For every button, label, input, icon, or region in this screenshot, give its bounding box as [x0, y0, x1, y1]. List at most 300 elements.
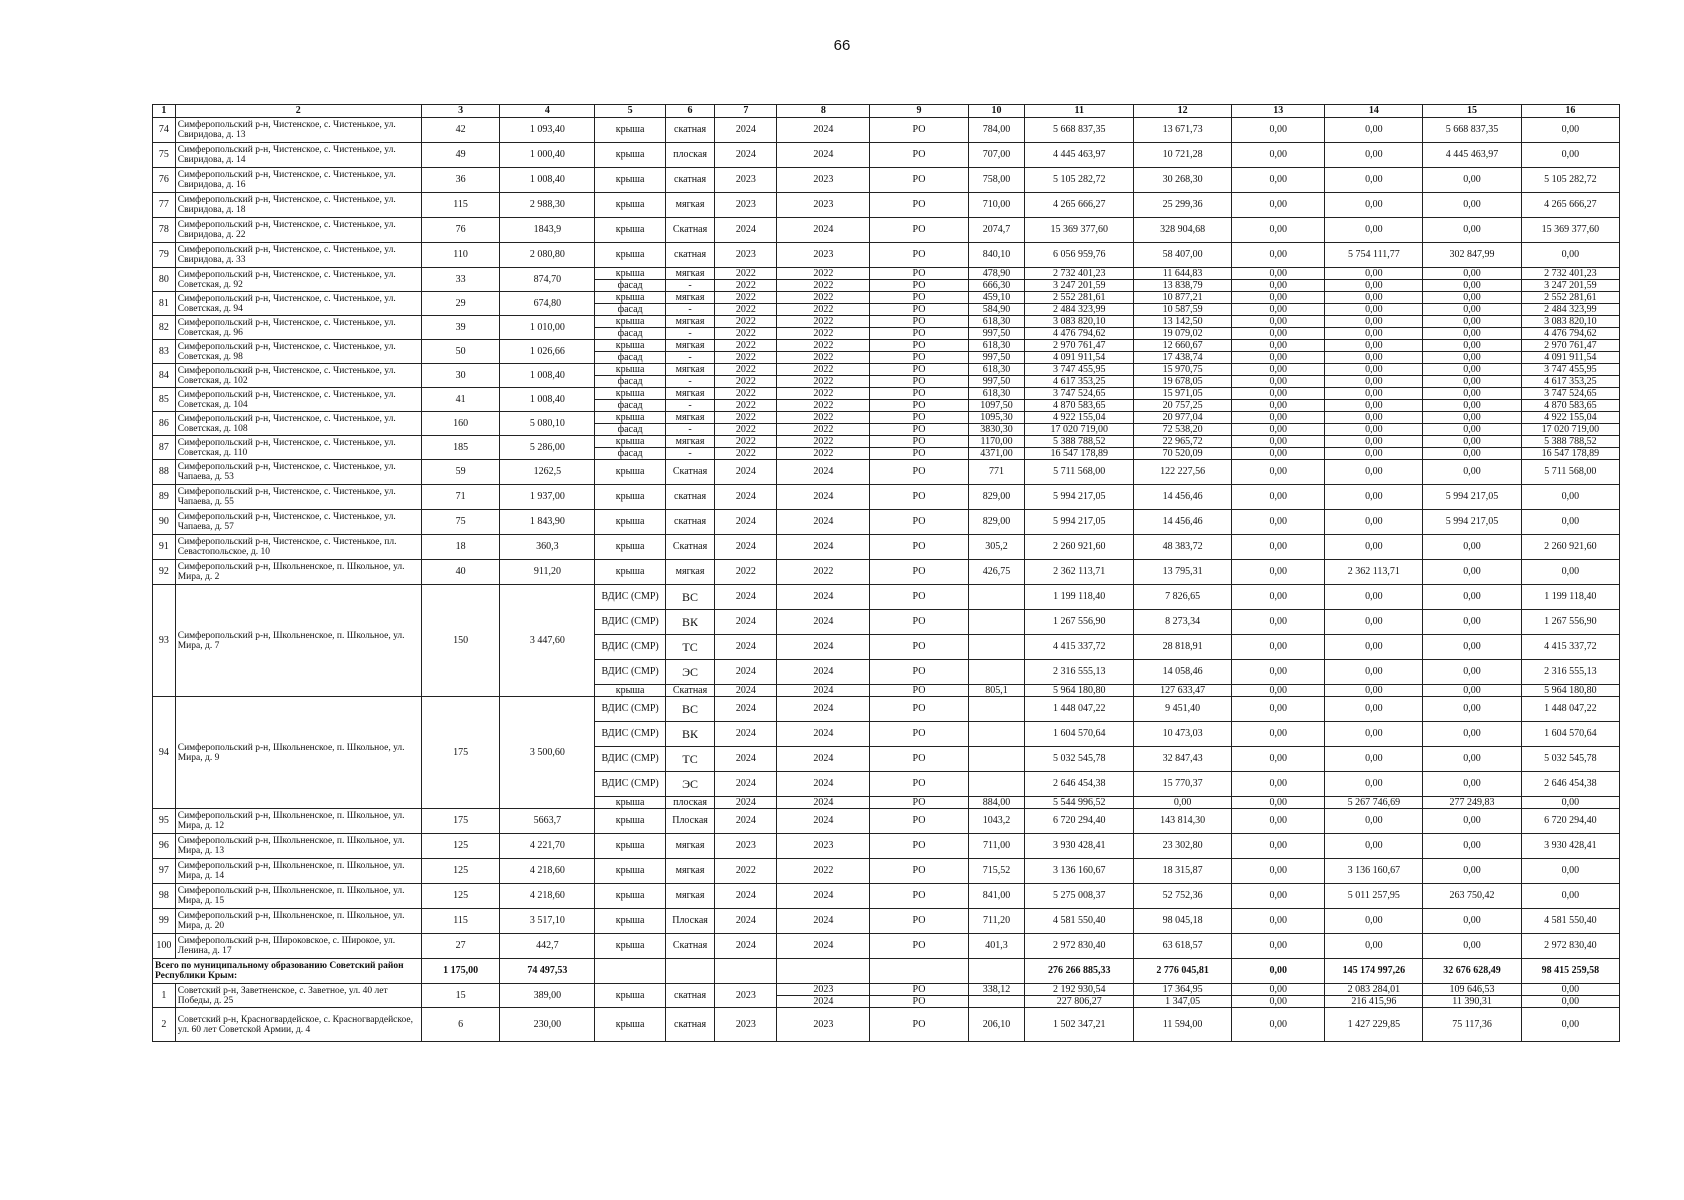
value-cell-c16: 0,00	[1521, 485, 1619, 510]
value-cell-c10: 711,20	[968, 909, 1025, 934]
area-cell: 360,3	[500, 535, 595, 560]
table-row	[153, 340, 1620, 352]
value-cell-c8: 2022	[777, 364, 870, 376]
value-cell-c9: РО	[870, 585, 968, 610]
value-cell-c12: 30 268,30	[1134, 168, 1232, 193]
residents-cell: 175	[421, 809, 500, 834]
area-cell: 230,00	[500, 1008, 595, 1042]
value-cell-c10: 997,50	[968, 352, 1025, 364]
value-cell-c13: 0,00	[1232, 352, 1325, 364]
work-type-cell: крыша	[595, 1008, 665, 1042]
value-cell-c10: 459,10	[968, 292, 1025, 304]
value-cell-c15: 0,00	[1423, 934, 1521, 959]
table-row	[153, 460, 1620, 485]
work-subtype-cell: мягкая	[665, 292, 715, 304]
value-cell-c13: 0,00	[1232, 722, 1325, 747]
value-cell-c12: 7 826,65	[1134, 585, 1232, 610]
value-cell-c15: 0,00	[1423, 218, 1521, 243]
value-cell-c16: 2 646 454,38	[1521, 772, 1619, 797]
row-number-cell: 99	[153, 909, 176, 934]
table-row	[153, 268, 1620, 280]
work-type-cell: ВДИС (СМР)	[595, 722, 665, 747]
value-cell-c9: РО	[870, 984, 968, 996]
value-cell-c8: 2022	[777, 292, 870, 304]
value-cell-c14: 216 415,96	[1325, 996, 1423, 1008]
value-cell-c11: 1 502 347,21	[1025, 1008, 1134, 1042]
value-cell-c16: 5 388 788,52	[1521, 436, 1619, 448]
work-type-cell: крыша	[595, 809, 665, 834]
value-cell-c13: 0,00	[1232, 316, 1325, 328]
work-type-cell: ВДИС (СМР)	[595, 660, 665, 685]
work-type-cell: крыша	[595, 118, 665, 143]
area-cell: 674,80	[500, 292, 595, 316]
value-cell-c12: 19 678,05	[1134, 376, 1232, 388]
value-cell-c13: 0,00	[1232, 412, 1325, 424]
residents-cell: 115	[421, 909, 500, 934]
work-subtype-cell: -	[665, 280, 715, 292]
value-cell-c7: 2024	[715, 143, 777, 168]
row-number-cell: 85	[153, 388, 176, 412]
value-cell-c15: 0,00	[1423, 316, 1521, 328]
value-cell-c7: 2024	[715, 535, 777, 560]
value-cell-c15: 0,00	[1423, 412, 1521, 424]
value-cell-c7: 2024	[715, 660, 777, 685]
total-value-c12: 2 776 045,81	[1134, 959, 1232, 984]
residents-cell: 75	[421, 510, 500, 535]
residents-cell: 175	[421, 697, 500, 809]
value-cell-c13: 0,00	[1232, 400, 1325, 412]
address-cell: Симферопольский р-н, Чистенское, с. Чистенькое, ул. Советская, д. 108	[175, 412, 421, 436]
address-cell: Советский р-н, Заветненское, с. Заветное, ул. 40 лет Победы, д. 25	[175, 984, 421, 1008]
value-cell-c12: 13 838,79	[1134, 280, 1232, 292]
address-cell: Симферопольский р-н, Школьненское, п. Школьное, ул. Мира, д. 12	[175, 809, 421, 834]
value-cell-c10: 401,3	[968, 934, 1025, 959]
value-cell-c16: 3 747 524,65	[1521, 388, 1619, 400]
page-number: 66	[833, 37, 851, 54]
column-number-cell: 1	[153, 105, 176, 118]
value-cell-c14: 0,00	[1325, 424, 1423, 436]
value-cell-c10: 841,00	[968, 884, 1025, 909]
value-cell-c16: 5 964 180,80	[1521, 685, 1619, 697]
value-cell-c16: 0,00	[1521, 1008, 1619, 1042]
value-cell-c10: 618,30	[968, 340, 1025, 352]
value-cell-c13: 0,00	[1232, 292, 1325, 304]
work-subtype-cell: Плоская	[665, 909, 715, 934]
empty-cell	[870, 959, 968, 984]
value-cell-c16: 5 105 282,72	[1521, 168, 1619, 193]
work-type-cell: крыша	[595, 510, 665, 535]
value-cell-c10: 710,00	[968, 193, 1025, 218]
area-cell: 874,70	[500, 268, 595, 292]
value-cell-c16: 0,00	[1521, 797, 1619, 809]
address-cell: Симферопольский р-н, Чистенское, с. Чистенькое, ул. Советская, д. 92	[175, 268, 421, 292]
value-cell-c7: 2024	[715, 909, 777, 934]
value-cell-c13: 0,00	[1232, 328, 1325, 340]
value-cell-c9: РО	[870, 797, 968, 809]
value-cell-c10	[968, 747, 1025, 772]
residents-cell: 110	[421, 243, 500, 268]
work-subtype-cell: ВС	[665, 585, 715, 610]
value-cell-c11: 2 484 323,99	[1025, 304, 1134, 316]
value-cell-c10: 707,00	[968, 143, 1025, 168]
column-number-cell: 13	[1232, 105, 1325, 118]
value-cell-c9: РО	[870, 934, 968, 959]
value-cell-c11: 5 964 180,80	[1025, 685, 1134, 697]
value-cell-c8: 2024	[777, 660, 870, 685]
work-type-cell: крыша	[595, 859, 665, 884]
value-cell-c11: 3 136 160,67	[1025, 859, 1134, 884]
value-cell-c8: 2024	[777, 460, 870, 485]
area-cell: 1262,5	[500, 460, 595, 485]
row-number-cell: 89	[153, 485, 176, 510]
table-row	[153, 560, 1620, 585]
value-cell-c9: РО	[870, 340, 968, 352]
value-cell-c8: 2022	[777, 412, 870, 424]
work-type-cell: крыша	[595, 316, 665, 328]
work-type-cell: ВДИС (СМР)	[595, 772, 665, 797]
value-cell-c11: 15 369 377,60	[1025, 218, 1134, 243]
value-cell-c11: 2 260 921,60	[1025, 535, 1134, 560]
value-cell-c13: 0,00	[1232, 376, 1325, 388]
value-cell-c15: 0,00	[1423, 834, 1521, 859]
value-cell-c14: 0,00	[1325, 722, 1423, 747]
value-cell-c7: 2024	[715, 934, 777, 959]
value-cell-c15: 0,00	[1423, 809, 1521, 834]
column-number-cell: 3	[421, 105, 500, 118]
work-subtype-cell: ВК	[665, 722, 715, 747]
value-cell-c9: РО	[870, 884, 968, 909]
value-cell-c9: РО	[870, 436, 968, 448]
value-cell-c7: 2022	[715, 280, 777, 292]
value-cell-c7: 2024	[715, 585, 777, 610]
empty-cell	[595, 959, 665, 984]
value-cell-c16: 1 199 118,40	[1521, 585, 1619, 610]
residents-cell: 115	[421, 193, 500, 218]
work-subtype-cell: -	[665, 328, 715, 340]
table-row	[153, 697, 1620, 722]
area-cell: 1 026,66	[500, 340, 595, 364]
value-cell-c12: 13 795,31	[1134, 560, 1232, 585]
residents-cell: 160	[421, 412, 500, 436]
residents-cell: 125	[421, 834, 500, 859]
value-cell-c11: 3 083 820,10	[1025, 316, 1134, 328]
work-type-cell: крыша	[595, 685, 665, 697]
value-cell-c8: 2024	[777, 722, 870, 747]
table-row	[153, 436, 1620, 448]
value-cell-c9: РО	[870, 1008, 968, 1042]
value-cell-c8: 2022	[777, 436, 870, 448]
area-cell: 4 218,60	[500, 884, 595, 909]
work-type-cell: ВДИС (СМР)	[595, 747, 665, 772]
value-cell-c7: 2022	[715, 560, 777, 585]
value-cell-c15: 277 249,83	[1423, 797, 1521, 809]
value-cell-c11: 2 732 401,23	[1025, 268, 1134, 280]
work-type-cell: крыша	[595, 797, 665, 809]
value-cell-c10: 1097,50	[968, 400, 1025, 412]
work-type-cell: крыша	[595, 218, 665, 243]
value-cell-c9: РО	[870, 268, 968, 280]
value-cell-c8: 2022	[777, 328, 870, 340]
residents-cell: 33	[421, 268, 500, 292]
value-cell-c13: 0,00	[1232, 797, 1325, 809]
value-cell-c7: 2023	[715, 1008, 777, 1042]
work-type-cell: крыша	[595, 436, 665, 448]
value-cell-c7: 2024	[715, 218, 777, 243]
value-cell-c11: 2 970 761,47	[1025, 340, 1134, 352]
value-cell-c9: РО	[870, 424, 968, 436]
value-cell-c11: 16 547 178,89	[1025, 448, 1134, 460]
value-cell-c10: 4371,00	[968, 448, 1025, 460]
row-number-cell: 82	[153, 316, 176, 340]
value-cell-c16: 0,00	[1521, 984, 1619, 996]
value-cell-c14: 0,00	[1325, 510, 1423, 535]
value-cell-c10: 771	[968, 460, 1025, 485]
value-cell-c7: 2022	[715, 412, 777, 424]
value-cell-c15: 0,00	[1423, 685, 1521, 697]
value-cell-c12: 72 538,20	[1134, 424, 1232, 436]
value-cell-c13: 0,00	[1232, 747, 1325, 772]
column-number-cell: 10	[968, 105, 1025, 118]
value-cell-c14: 0,00	[1325, 340, 1423, 352]
value-cell-c12: 13 142,50	[1134, 316, 1232, 328]
total-value-c14: 145 174 997,26	[1325, 959, 1423, 984]
row-number-cell: 77	[153, 193, 176, 218]
value-cell-c13: 0,00	[1232, 118, 1325, 143]
total-value-c13: 0,00	[1232, 959, 1325, 984]
value-cell-c10	[968, 610, 1025, 635]
work-subtype-cell: ВС	[665, 697, 715, 722]
value-cell-c12: 127 633,47	[1134, 685, 1232, 697]
value-cell-c15: 0,00	[1423, 660, 1521, 685]
work-type-cell: ВДИС (СМР)	[595, 585, 665, 610]
value-cell-c11: 4 617 353,25	[1025, 376, 1134, 388]
value-cell-c9: РО	[870, 560, 968, 585]
value-cell-c7: 2022	[715, 268, 777, 280]
value-cell-c8: 2024	[777, 747, 870, 772]
work-subtype-cell: -	[665, 376, 715, 388]
value-cell-c11: 5 388 788,52	[1025, 436, 1134, 448]
residents-cell: 27	[421, 934, 500, 959]
row-number-cell: 86	[153, 412, 176, 436]
value-cell-c13: 0,00	[1232, 436, 1325, 448]
value-cell-c16: 5 032 545,78	[1521, 747, 1619, 772]
residents-cell: 185	[421, 436, 500, 460]
work-type-cell: крыша	[595, 560, 665, 585]
value-cell-c14: 0,00	[1325, 376, 1423, 388]
column-number-cell: 5	[595, 105, 665, 118]
work-subtype-cell: скатная	[665, 118, 715, 143]
column-number-cell: 14	[1325, 105, 1423, 118]
value-cell-c14: 0,00	[1325, 747, 1423, 772]
value-cell-c8: 2024	[777, 697, 870, 722]
value-cell-c16: 2 484 323,99	[1521, 304, 1619, 316]
value-cell-c14: 0,00	[1325, 280, 1423, 292]
value-cell-c8: 2024	[777, 635, 870, 660]
value-cell-c16: 1 604 570,64	[1521, 722, 1619, 747]
address-cell: Симферопольский р-н, Чистенское, с. Чистенькое, пл. Севастопольское, д. 10	[175, 535, 421, 560]
value-cell-c8: 2023	[777, 984, 870, 996]
table-row	[153, 412, 1620, 424]
value-cell-c16: 0,00	[1521, 560, 1619, 585]
value-cell-c15: 0,00	[1423, 560, 1521, 585]
value-cell-c8: 2022	[777, 400, 870, 412]
table-row	[153, 535, 1620, 560]
value-cell-c16: 4 476 794,62	[1521, 328, 1619, 340]
address-cell: Симферопольский р-н, Чистенское, с. Чистенькое, ул. Советская, д. 98	[175, 340, 421, 364]
value-cell-c16: 2 970 761,47	[1521, 340, 1619, 352]
value-cell-c7: 2022	[715, 352, 777, 364]
work-subtype-cell: мягкая	[665, 316, 715, 328]
value-cell-c14: 0,00	[1325, 328, 1423, 340]
value-cell-c10: 584,90	[968, 304, 1025, 316]
area-cell: 3 447,60	[500, 585, 595, 697]
work-type-cell: фасад	[595, 448, 665, 460]
value-cell-c14: 0,00	[1325, 364, 1423, 376]
value-cell-c15: 0,00	[1423, 859, 1521, 884]
work-subtype-cell: Скатная	[665, 535, 715, 560]
value-cell-c11: 3 247 201,59	[1025, 280, 1134, 292]
value-cell-c7: 2024	[715, 510, 777, 535]
value-cell-c8: 2022	[777, 340, 870, 352]
table-row	[153, 292, 1620, 304]
value-cell-c13: 0,00	[1232, 834, 1325, 859]
value-cell-c13: 0,00	[1232, 168, 1325, 193]
value-cell-c9: РО	[870, 660, 968, 685]
value-cell-c15: 5 994 217,05	[1423, 485, 1521, 510]
value-cell-c15: 0,00	[1423, 909, 1521, 934]
value-cell-c8: 2022	[777, 859, 870, 884]
value-cell-c13: 0,00	[1232, 859, 1325, 884]
value-cell-c16: 3 247 201,59	[1521, 280, 1619, 292]
value-cell-c11: 3 747 455,95	[1025, 364, 1134, 376]
address-cell: Симферопольский р-н, Чистенское, с. Чистенькое, ул. Свиридова, д. 14	[175, 143, 421, 168]
value-cell-c10: 1095,30	[968, 412, 1025, 424]
value-cell-c11: 1 199 118,40	[1025, 585, 1134, 610]
value-cell-c10: 3830,30	[968, 424, 1025, 436]
value-cell-c16: 0,00	[1521, 884, 1619, 909]
area-cell: 5663,7	[500, 809, 595, 834]
table-row	[153, 243, 1620, 268]
value-cell-c15: 302 847,99	[1423, 243, 1521, 268]
address-cell: Симферопольский р-н, Школьненское, п. Школьное, ул. Мира, д. 20	[175, 909, 421, 934]
work-type-cell: фасад	[595, 328, 665, 340]
table-row	[153, 809, 1620, 834]
value-cell-c11: 5 994 217,05	[1025, 485, 1134, 510]
value-cell-c10: 1170,00	[968, 436, 1025, 448]
address-cell: Симферопольский р-н, Школьненское, п. Школьное, ул. Мира, д. 7	[175, 585, 421, 697]
value-cell-c8: 2024	[777, 772, 870, 797]
value-cell-c15: 0,00	[1423, 535, 1521, 560]
row-number-cell: 94	[153, 697, 176, 809]
area-cell: 5 286,00	[500, 436, 595, 460]
value-cell-c12: 10 473,03	[1134, 722, 1232, 747]
table-row	[153, 485, 1620, 510]
value-cell-c9: РО	[870, 485, 968, 510]
value-cell-c8: 2024	[777, 610, 870, 635]
total-label-cell: Всего по муниципальному образованию Советский район Республики Крым:	[153, 959, 422, 984]
value-cell-c12: 14 058,46	[1134, 660, 1232, 685]
work-type-cell: фасад	[595, 400, 665, 412]
value-cell-c15: 0,00	[1423, 280, 1521, 292]
table-row	[153, 834, 1620, 859]
work-subtype-cell: ЭС	[665, 660, 715, 685]
value-cell-c15: 0,00	[1423, 268, 1521, 280]
repair-schedule-table	[152, 104, 1620, 1042]
work-type-cell: фасад	[595, 304, 665, 316]
value-cell-c10: 338,12	[968, 984, 1025, 996]
value-cell-c11: 5 544 996,52	[1025, 797, 1134, 809]
value-cell-c15: 0,00	[1423, 364, 1521, 376]
value-cell-c13: 0,00	[1232, 585, 1325, 610]
column-number-cell: 8	[777, 105, 870, 118]
work-type-cell: крыша	[595, 984, 665, 1008]
value-cell-c13: 0,00	[1232, 143, 1325, 168]
value-cell-c10: 206,10	[968, 1008, 1025, 1042]
value-cell-c16: 1 448 047,22	[1521, 697, 1619, 722]
residents-cell: 30	[421, 364, 500, 388]
work-type-cell: крыша	[595, 834, 665, 859]
value-cell-c10: 997,50	[968, 376, 1025, 388]
value-cell-c16: 2 972 830,40	[1521, 934, 1619, 959]
value-cell-c12: 0,00	[1134, 797, 1232, 809]
value-cell-c12: 22 965,72	[1134, 436, 1232, 448]
value-cell-c14: 0,00	[1325, 460, 1423, 485]
table-row	[153, 388, 1620, 400]
value-cell-c14: 0,00	[1325, 535, 1423, 560]
residents-cell: 150	[421, 585, 500, 697]
value-cell-c14: 2 362 113,71	[1325, 560, 1423, 585]
value-cell-c15: 0,00	[1423, 376, 1521, 388]
value-cell-c16: 1 267 556,90	[1521, 610, 1619, 635]
work-type-cell: крыша	[595, 412, 665, 424]
residents-cell: 29	[421, 292, 500, 316]
value-cell-c15: 0,00	[1423, 388, 1521, 400]
work-subtype-cell: мягкая	[665, 412, 715, 424]
value-cell-c11: 4 265 666,27	[1025, 193, 1134, 218]
value-cell-c16: 3 930 428,41	[1521, 834, 1619, 859]
work-subtype-cell: скатная	[665, 485, 715, 510]
value-cell-c11: 17 020 719,00	[1025, 424, 1134, 436]
work-type-cell: крыша	[595, 268, 665, 280]
table-row	[153, 168, 1620, 193]
value-cell-c11: 1 448 047,22	[1025, 697, 1134, 722]
value-cell-c9: РО	[870, 510, 968, 535]
address-cell: Симферопольский р-н, Чистенское, с. Чистенькое, ул. Чапаева, д. 55	[175, 485, 421, 510]
value-cell-c15: 0,00	[1423, 448, 1521, 460]
row-number-cell: 78	[153, 218, 176, 243]
column-number-cell: 7	[715, 105, 777, 118]
value-cell-c10	[968, 585, 1025, 610]
value-cell-c7: 2022	[715, 364, 777, 376]
value-cell-c16: 3 747 455,95	[1521, 364, 1619, 376]
value-cell-c11: 1 604 570,64	[1025, 722, 1134, 747]
value-cell-c7: 2024	[715, 485, 777, 510]
value-cell-c13: 0,00	[1232, 685, 1325, 697]
value-cell-c10	[968, 722, 1025, 747]
residents-cell: 71	[421, 485, 500, 510]
work-subtype-cell: ТС	[665, 635, 715, 660]
address-cell: Симферопольский р-н, Чистенское, с. Чистенькое, ул. Советская, д. 102	[175, 364, 421, 388]
value-cell-c13: 0,00	[1232, 996, 1325, 1008]
value-cell-c9: РО	[870, 352, 968, 364]
area-cell: 1 937,00	[500, 485, 595, 510]
value-cell-c15: 0,00	[1423, 610, 1521, 635]
work-type-cell: ВДИС (СМР)	[595, 697, 665, 722]
value-cell-c10: 666,30	[968, 280, 1025, 292]
value-cell-c9: РО	[870, 118, 968, 143]
value-cell-c15: 0,00	[1423, 697, 1521, 722]
value-cell-c7: 2024	[715, 635, 777, 660]
